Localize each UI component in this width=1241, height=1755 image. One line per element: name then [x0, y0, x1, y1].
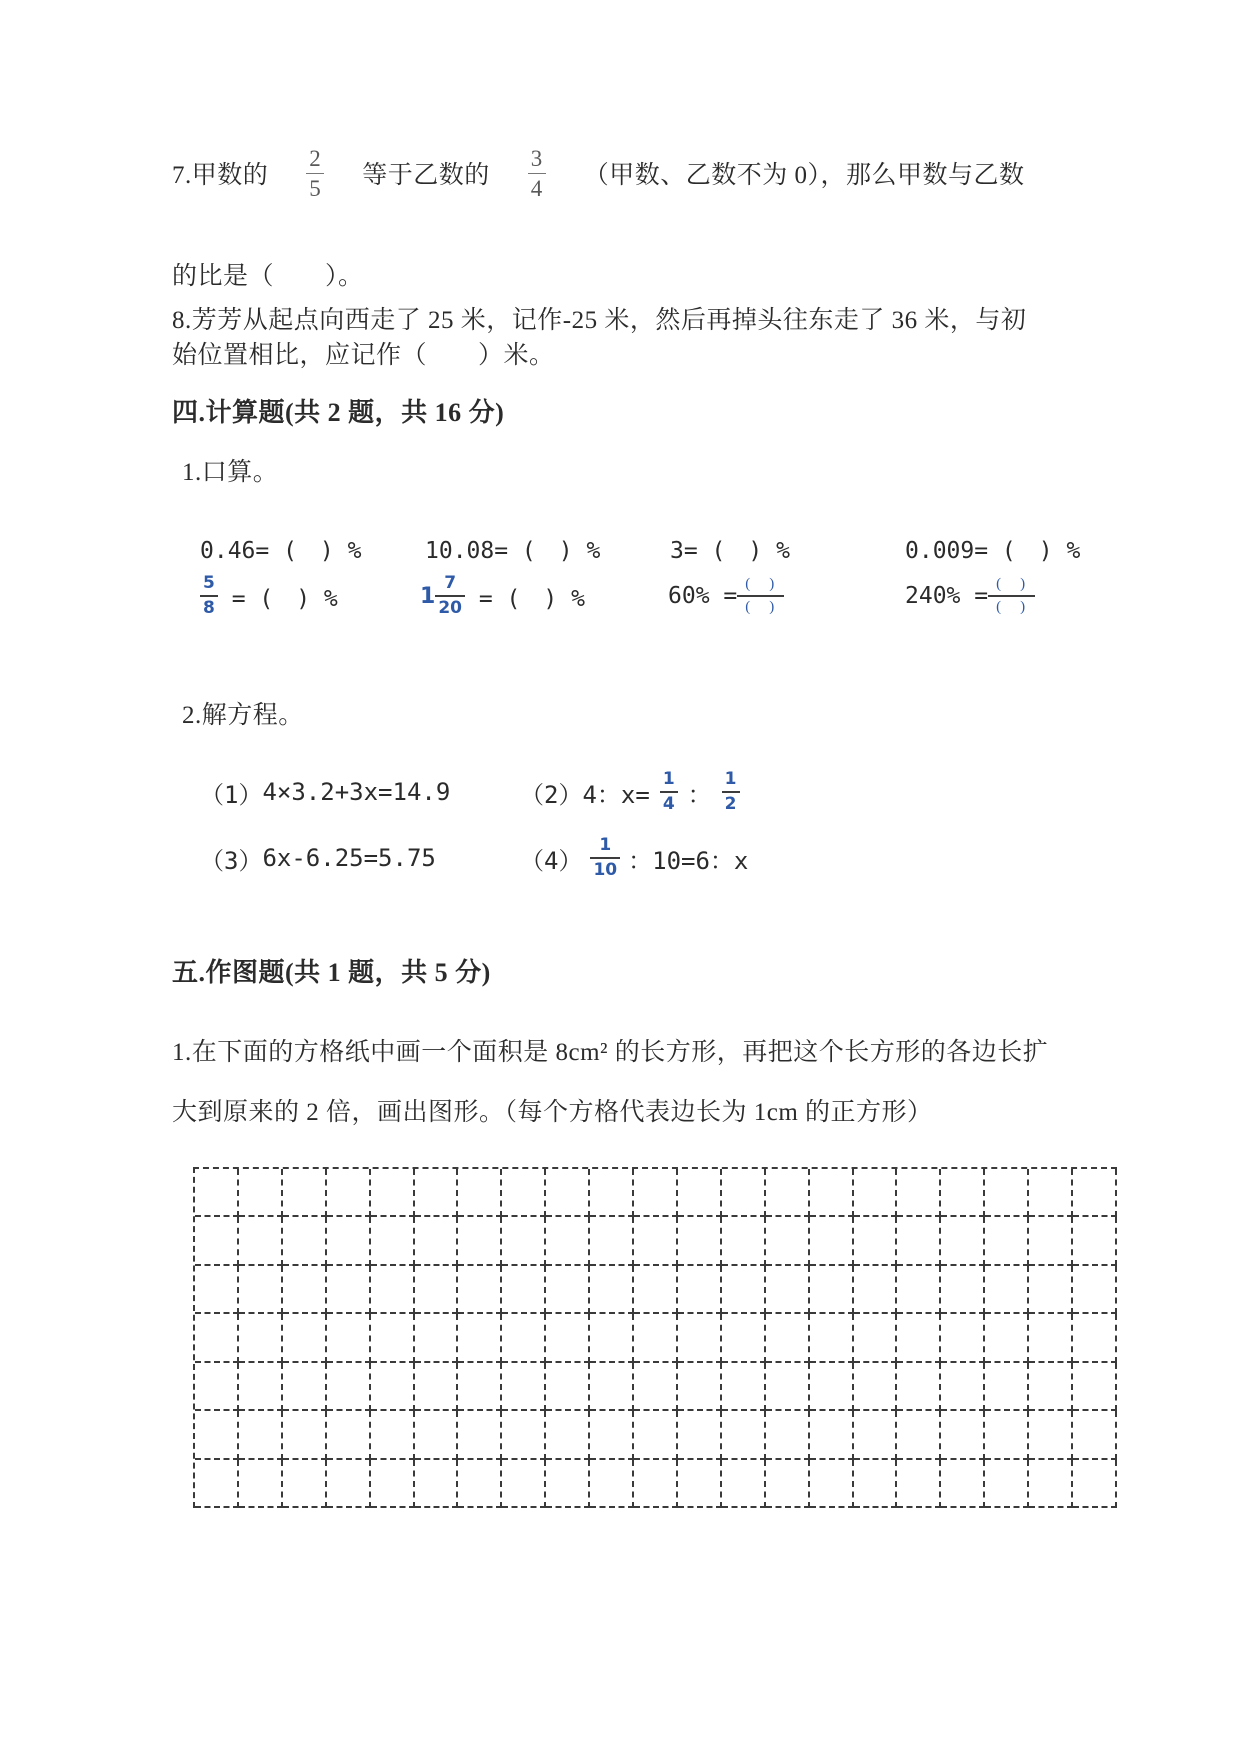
section-5-title: 五.作图题(共 1 题，共 5 分)	[172, 958, 491, 987]
grid-cell	[810, 1314, 854, 1362]
grid-cell	[590, 1217, 634, 1265]
grid-cell	[766, 1363, 810, 1411]
grid-cell	[458, 1460, 502, 1508]
grid-cell	[195, 1411, 239, 1459]
grid-cell	[985, 1169, 1029, 1217]
equation-3: （3） 6x-6.25=5.75	[200, 844, 436, 875]
question-7-line2: 的比是（ ）。	[172, 263, 364, 290]
grid-cell	[239, 1363, 283, 1411]
grid-cell	[195, 1460, 239, 1508]
grid-cell	[415, 1363, 459, 1411]
grid-cell	[1029, 1169, 1073, 1217]
grid-cell	[458, 1363, 502, 1411]
grid-cell	[195, 1314, 239, 1362]
grid-cell	[1073, 1217, 1117, 1265]
oral-item-8: 240% = $\frac{( )}{( )}$	[905, 568, 1035, 624]
grid-cell	[941, 1460, 985, 1508]
grid-cell	[810, 1363, 854, 1411]
grid-cell	[854, 1169, 898, 1217]
fraction-1-2: $\frac{1}{2}$	[722, 771, 740, 813]
oral-item-1: 0.46= ( ) %	[200, 538, 362, 564]
grid-cell	[458, 1217, 502, 1265]
grid-cell	[458, 1314, 502, 1362]
grid-cell	[722, 1217, 766, 1265]
grid-cell	[502, 1460, 546, 1508]
grid-cell	[941, 1169, 985, 1217]
oral-calc-label: 1.口算。	[182, 459, 279, 486]
grid-cell	[371, 1460, 415, 1508]
oral-item-5: $\frac{5}{8}$ = ( ) %	[200, 568, 338, 624]
grid-cell	[239, 1314, 283, 1362]
equation-4: （4） $\frac{1}{10}$ ：10=6：x	[520, 835, 749, 880]
grid-cell	[854, 1266, 898, 1314]
grid-cell	[195, 1217, 239, 1265]
q7-prefix: 7.甲数的	[172, 162, 269, 189]
grid-cell	[678, 1411, 722, 1459]
grid-cell	[678, 1169, 722, 1217]
grid-cell	[897, 1460, 941, 1508]
grid-cell	[590, 1169, 634, 1217]
fraction-1-4: $\frac{1}{4}$	[660, 771, 678, 813]
grid-cell	[1029, 1266, 1073, 1314]
grid-cell	[634, 1460, 678, 1508]
grid-cell	[415, 1460, 459, 1508]
grid-cell	[766, 1314, 810, 1362]
grid-cell	[1029, 1363, 1073, 1411]
grid-cell	[590, 1314, 634, 1362]
grid-cell	[1029, 1217, 1073, 1265]
grid-cell	[283, 1363, 327, 1411]
oral-row-2	[140, 568, 1200, 628]
grid-cell	[327, 1460, 371, 1508]
grid-cell	[897, 1314, 941, 1362]
grid-cell	[766, 1217, 810, 1265]
grid-cell	[546, 1217, 590, 1265]
q7-suffix: （甲数、乙数不为 0），那么甲数与乙数	[583, 162, 1025, 189]
grid-cell	[985, 1411, 1029, 1459]
grid-cell	[327, 1266, 371, 1314]
grid-cell	[195, 1363, 239, 1411]
grid-cell	[1073, 1266, 1117, 1314]
grid-cell	[897, 1411, 941, 1459]
oral-item-2: 10.08= ( ) %	[425, 538, 601, 564]
grid-cell	[985, 1217, 1029, 1265]
grid-cell	[1029, 1460, 1073, 1508]
grid-cell	[195, 1169, 239, 1217]
solve-equations-label: 2.解方程。	[182, 702, 304, 729]
grid-cell	[678, 1314, 722, 1362]
grid-cell	[546, 1460, 590, 1508]
oral-item-6: 1 $\frac{7}{20}$ = ( ) %	[420, 573, 585, 618]
blank-fraction: $\frac{( )}{( )}$	[737, 577, 784, 615]
drawing-question-line1: 1.在下面的方格纸中画一个面积是 8cm² 的长方形，再把这个长方形的各边长扩	[172, 1039, 1049, 1066]
grid-cell	[634, 1169, 678, 1217]
grid-cell	[327, 1363, 371, 1411]
grid-cell	[766, 1411, 810, 1459]
grid-cell	[678, 1460, 722, 1508]
grid-cell	[722, 1460, 766, 1508]
grid-cell	[415, 1217, 459, 1265]
grid-cell	[854, 1411, 898, 1459]
grid-cell	[766, 1460, 810, 1508]
grid-cell	[634, 1266, 678, 1314]
grid-cell	[722, 1363, 766, 1411]
grid-cell	[283, 1169, 327, 1217]
grid-cell	[854, 1460, 898, 1508]
grid-cell	[195, 1266, 239, 1314]
grid-cell	[458, 1411, 502, 1459]
grid-cell	[371, 1217, 415, 1265]
grid-cell	[1073, 1169, 1117, 1217]
grid-cell	[634, 1217, 678, 1265]
grid-cell	[327, 1411, 371, 1459]
oral-item-4: 0.009= ( ) %	[905, 538, 1081, 564]
grid-cell	[1029, 1314, 1073, 1362]
question-8-line2: 始位置相比，应记作（ ）米。	[172, 342, 555, 369]
oral-item-7: 60% = $\frac{( )}{( )}$	[668, 568, 784, 624]
grid-cell	[722, 1266, 766, 1314]
grid-cell	[371, 1314, 415, 1362]
grid-cell	[546, 1266, 590, 1314]
grid-cell	[810, 1169, 854, 1217]
grid-cell	[415, 1266, 459, 1314]
section-4-title: 四.计算题(共 2 题，共 16 分)	[172, 398, 505, 427]
grid-cell	[634, 1363, 678, 1411]
grid-cell	[502, 1169, 546, 1217]
grid-cell	[634, 1314, 678, 1362]
grid-cell	[810, 1460, 854, 1508]
fraction-7-20: $\frac{7}{20}$	[435, 575, 465, 617]
oral-item-3: 3= ( ) %	[670, 538, 790, 564]
drawing-grid	[193, 1167, 1117, 1508]
mixed-number-1-7-20: 1 $\frac{7}{20}$	[420, 575, 465, 617]
grid-cell	[283, 1460, 327, 1508]
grid-cell	[985, 1314, 1029, 1362]
grid-cell	[502, 1217, 546, 1265]
grid-cell	[985, 1266, 1029, 1314]
grid-cell	[546, 1314, 590, 1362]
grid-cell	[854, 1217, 898, 1265]
grid-cell	[722, 1411, 766, 1459]
grid-cell	[590, 1411, 634, 1459]
grid-cell	[458, 1266, 502, 1314]
grid-cell	[590, 1460, 634, 1508]
grid-cell	[371, 1266, 415, 1314]
q7-fraction-two-fifths: $\frac{2}{5}$	[306, 147, 324, 200]
grid-cell	[502, 1411, 546, 1459]
grid-cell	[415, 1169, 459, 1217]
q7-fraction-three-fourths: $\frac{3}{4}$	[528, 147, 546, 200]
grid-cell	[985, 1363, 1029, 1411]
fraction-1-10: $\frac{1}{10}$	[590, 837, 620, 879]
grid-cell	[590, 1363, 634, 1411]
grid-cell	[1073, 1314, 1117, 1362]
grid-cell	[854, 1363, 898, 1411]
grid-cell	[1073, 1363, 1117, 1411]
grid-cell	[941, 1411, 985, 1459]
grid-cell	[239, 1411, 283, 1459]
grid-cell	[546, 1363, 590, 1411]
grid-cell	[327, 1217, 371, 1265]
grid-cell	[415, 1314, 459, 1362]
grid-cell	[1029, 1411, 1073, 1459]
grid-cell	[327, 1314, 371, 1362]
grid-cell	[897, 1169, 941, 1217]
question-7-line1	[172, 136, 1025, 210]
grid-cell	[415, 1411, 459, 1459]
grid-cell	[283, 1217, 327, 1265]
grid-cell	[766, 1169, 810, 1217]
grid-cell	[502, 1314, 546, 1362]
grid-cell	[897, 1217, 941, 1265]
grid-cell	[239, 1266, 283, 1314]
grid-cell	[502, 1363, 546, 1411]
grid-cell	[371, 1363, 415, 1411]
equation-row-2	[140, 826, 1140, 890]
grid-cell	[546, 1169, 590, 1217]
grid-cell	[766, 1266, 810, 1314]
q7-middle: 等于乙数的	[362, 162, 490, 189]
grid-cell	[678, 1363, 722, 1411]
grid-cell	[371, 1169, 415, 1217]
oral-row-1	[140, 532, 1140, 564]
grid-cell	[941, 1266, 985, 1314]
grid-cell	[722, 1169, 766, 1217]
grid-cell	[941, 1314, 985, 1362]
grid-cell	[371, 1411, 415, 1459]
grid-cell	[502, 1266, 546, 1314]
grid-cell	[283, 1411, 327, 1459]
equation-1: （1） 4×3.2+3x=14.9	[200, 778, 451, 809]
grid-cell	[941, 1363, 985, 1411]
grid-cell	[722, 1314, 766, 1362]
drawing-question-line2: 大到原来的 2 倍，画出图形。（每个方格代表边长为 1cm 的正方形）	[172, 1099, 933, 1126]
grid-cell	[678, 1266, 722, 1314]
grid-cell	[854, 1314, 898, 1362]
grid-cell	[1073, 1411, 1117, 1459]
grid-cell	[985, 1460, 1029, 1508]
grid-cell	[810, 1266, 854, 1314]
grid-cell	[810, 1411, 854, 1459]
grid-cell	[239, 1460, 283, 1508]
grid-cell	[327, 1169, 371, 1217]
grid-cell	[283, 1266, 327, 1314]
grid-cell	[546, 1411, 590, 1459]
equation-row-1	[140, 760, 1140, 824]
grid-cell	[1073, 1460, 1117, 1508]
fraction-5-8: $\frac{5}{8}$	[200, 575, 218, 617]
grid-cell	[590, 1266, 634, 1314]
grid-cell	[810, 1217, 854, 1265]
blank-fraction: $\frac{( )}{( )}$	[988, 577, 1035, 615]
grid-cell	[634, 1411, 678, 1459]
grid-cell	[897, 1363, 941, 1411]
equation-2: （2） 4：x= $\frac{1}{4}$ ： $\frac{1}{2}$	[520, 760, 750, 824]
grid-cell	[458, 1169, 502, 1217]
grid-cell	[897, 1266, 941, 1314]
question-8-line1: 8.芳芳从起点向西走了 25 米，记作-25 米，然后再掉头往东走了 36 米，与初	[172, 307, 1027, 334]
grid-cell	[678, 1217, 722, 1265]
grid-cell	[239, 1217, 283, 1265]
grid-cell	[941, 1217, 985, 1265]
grid-cell	[283, 1314, 327, 1362]
grid-cell	[239, 1169, 283, 1217]
